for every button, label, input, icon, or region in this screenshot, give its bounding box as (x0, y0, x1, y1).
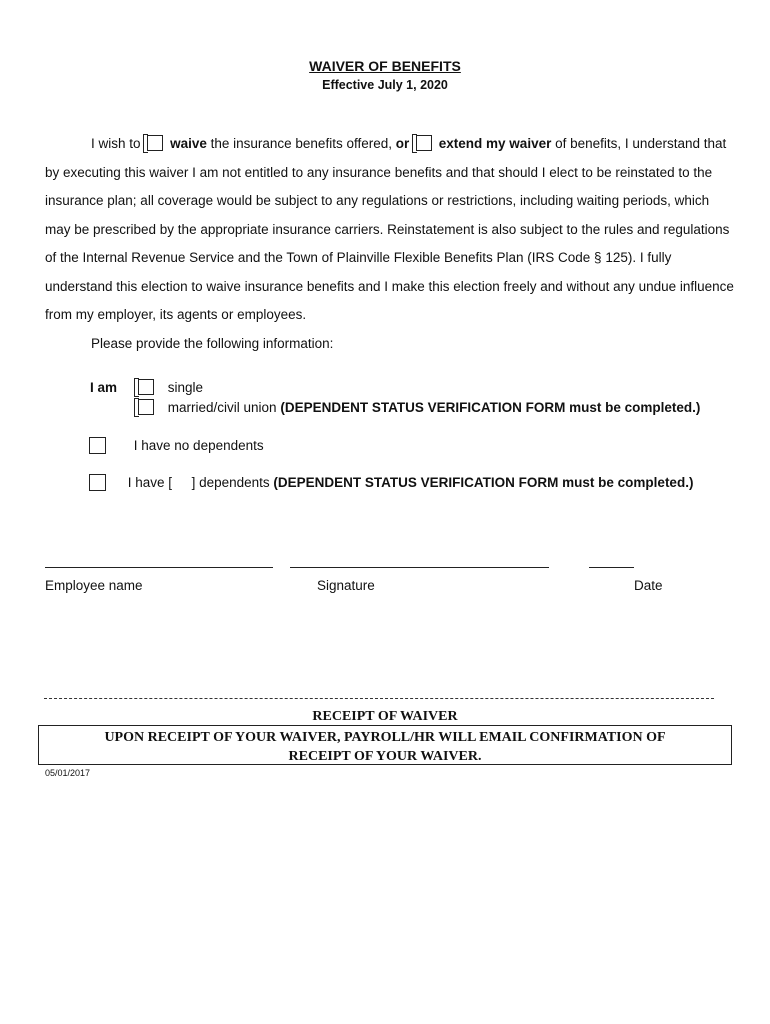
single-checkbox[interactable] (138, 379, 154, 395)
paragraph-mid: the insurance benefits offered, (210, 136, 392, 151)
date-line[interactable] (589, 567, 634, 568)
paragraph-intro: I wish to (91, 136, 141, 151)
cut-line-divider (44, 698, 714, 699)
single-label: single (167, 380, 204, 395)
married-label: married/civil union (167, 400, 277, 415)
married-checkbox[interactable] (138, 399, 154, 415)
have-dependents-note: (DEPENDENT STATUS VERIFICATION FORM must be completed.) (273, 475, 694, 490)
waive-checkbox[interactable] (147, 135, 163, 151)
no-dependents-checkbox[interactable] (89, 437, 106, 454)
waiver-paragraph (45, 130, 735, 358)
employee-name-line[interactable] (45, 567, 273, 568)
no-dependents-label: I have no dependents (133, 438, 264, 453)
have-dependents-suffix: ] dependents (191, 475, 270, 490)
receipt-notice-box (38, 725, 732, 765)
please-provide-text: Please provide the following information: (91, 335, 334, 351)
paragraph-body: understand that by executing this waiver I am not entitled to any insurance benefits and that should I elect to be reinstated to the insurance plan; all coverage would be subject to any regulations or restrictions, including waiting periods, which may be prescribed by the appropriate insurance carriers. Reinstatement is also subject to the rules and regulations of the Internal Revenue Service and the Town of Plainville Flexible Benefits Plan (IRS Code § 125). I fully understand this election to waive insurance benefits and I make this election freely and without any undue influence from my employer, its agents or employees. (45, 136, 734, 322)
signature-line[interactable] (290, 567, 549, 568)
extend-waiver-label: extend my waiver (438, 136, 552, 151)
single-option (138, 379, 203, 395)
married-note: (DEPENDENT STATUS VERIFICATION FORM must be completed.) (280, 400, 701, 415)
paragraph-tail: of benefits, I (555, 136, 629, 151)
or-label: or (395, 136, 410, 151)
have-dependents-option (89, 474, 693, 491)
form-revision-date: 05/01/2017 (45, 768, 91, 778)
i-am-label: I am (90, 380, 118, 395)
form-subtitle: Effective July 1, 2020 (322, 78, 448, 92)
have-dependents-checkbox[interactable] (89, 474, 106, 491)
receipt-notice-line-1: UPON RECEIPT OF YOUR WAIVER, PAYROLL/HR WILL EMAIL CONFIRMATION OF (104, 730, 666, 745)
receipt-notice-line-2: RECEIPT OF YOUR WAIVER. (288, 749, 482, 764)
extend-waiver-checkbox[interactable] (416, 135, 432, 151)
married-option (138, 399, 700, 415)
form-title: WAIVER OF BENEFITS (309, 58, 461, 74)
receipt-title: RECEIPT OF WAIVER (312, 709, 458, 724)
have-dependents-prefix: I have [ (127, 475, 173, 490)
date-label: Date (634, 578, 663, 593)
signature-label: Signature (317, 578, 375, 593)
waive-label: waive (170, 136, 207, 151)
no-dependents-option (89, 437, 264, 454)
employee-name-label: Employee name (45, 578, 143, 593)
